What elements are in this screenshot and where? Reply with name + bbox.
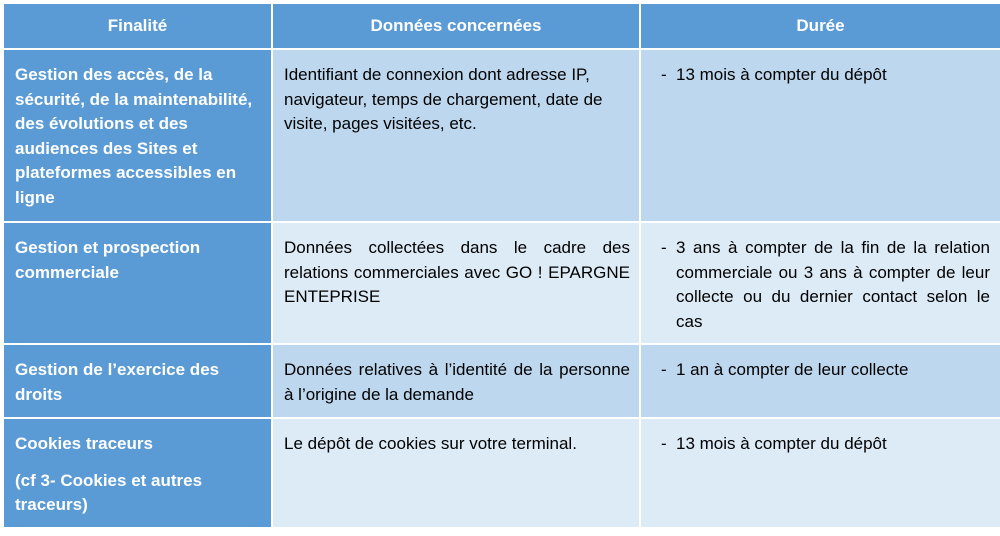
finalite-text: Cookies traceurs (15, 434, 153, 453)
duree-text: 13 mois à compter du dépôt (676, 434, 887, 453)
retention-table (4, 4, 1000, 529)
dash-bullet: - (661, 65, 667, 84)
row-2-duree (641, 223, 1000, 345)
finalite-text: Gestion de l’exercice des droits (15, 360, 220, 404)
header-finalite: Finalité (4, 4, 273, 50)
row-3-duree (641, 345, 1000, 419)
finalite-text: Gestion des accès, de la sécurité, de la maintenabilité, des évolutions et des audiences des Sites et plateformes accessibles en ligne (15, 65, 253, 207)
row-2-finalite (4, 223, 273, 345)
duree-text: 13 mois à compter du dépôt (676, 65, 887, 84)
row-1-donnees: Identifiant de connexion dont adresse IP, navigateur, temps de chargement, date de visite, pages visitées, etc. (273, 50, 641, 223)
finalite-text: Gestion et prospection commerciale (15, 238, 201, 282)
duree-text: 1 an à compter de leur collecte (676, 360, 909, 379)
header-duree: Durée (641, 4, 1000, 50)
row-3-finalite (4, 345, 273, 419)
finalite-subtext: (cf 3- Cookies et autres traceurs) (15, 470, 203, 514)
row-4-finalite (4, 419, 273, 529)
dash-bullet: - (661, 238, 667, 257)
row-4-duree (641, 419, 1000, 529)
header-donnees: Données concernées (273, 4, 641, 50)
row-4-donnees: Le dépôt de cookies sur votre terminal. (273, 419, 641, 529)
row-2-donnees: Données collectées dans le cadre des relations commerciales avec GO ! EPARGNE ENTEPRISE (273, 223, 641, 345)
row-1-duree (641, 50, 1000, 223)
row-1-finalite (4, 50, 273, 223)
dash-bullet: - (661, 434, 667, 453)
duree-text: 3 ans à compter de la fin de la relation commerciale ou 3 ans à compter de leur collecte ou du dernier contact selon le cas (676, 238, 990, 331)
row-3-donnees: Données relatives à l’identité de la personne à l’origine de la demande (273, 345, 641, 419)
dash-bullet: - (661, 360, 667, 379)
